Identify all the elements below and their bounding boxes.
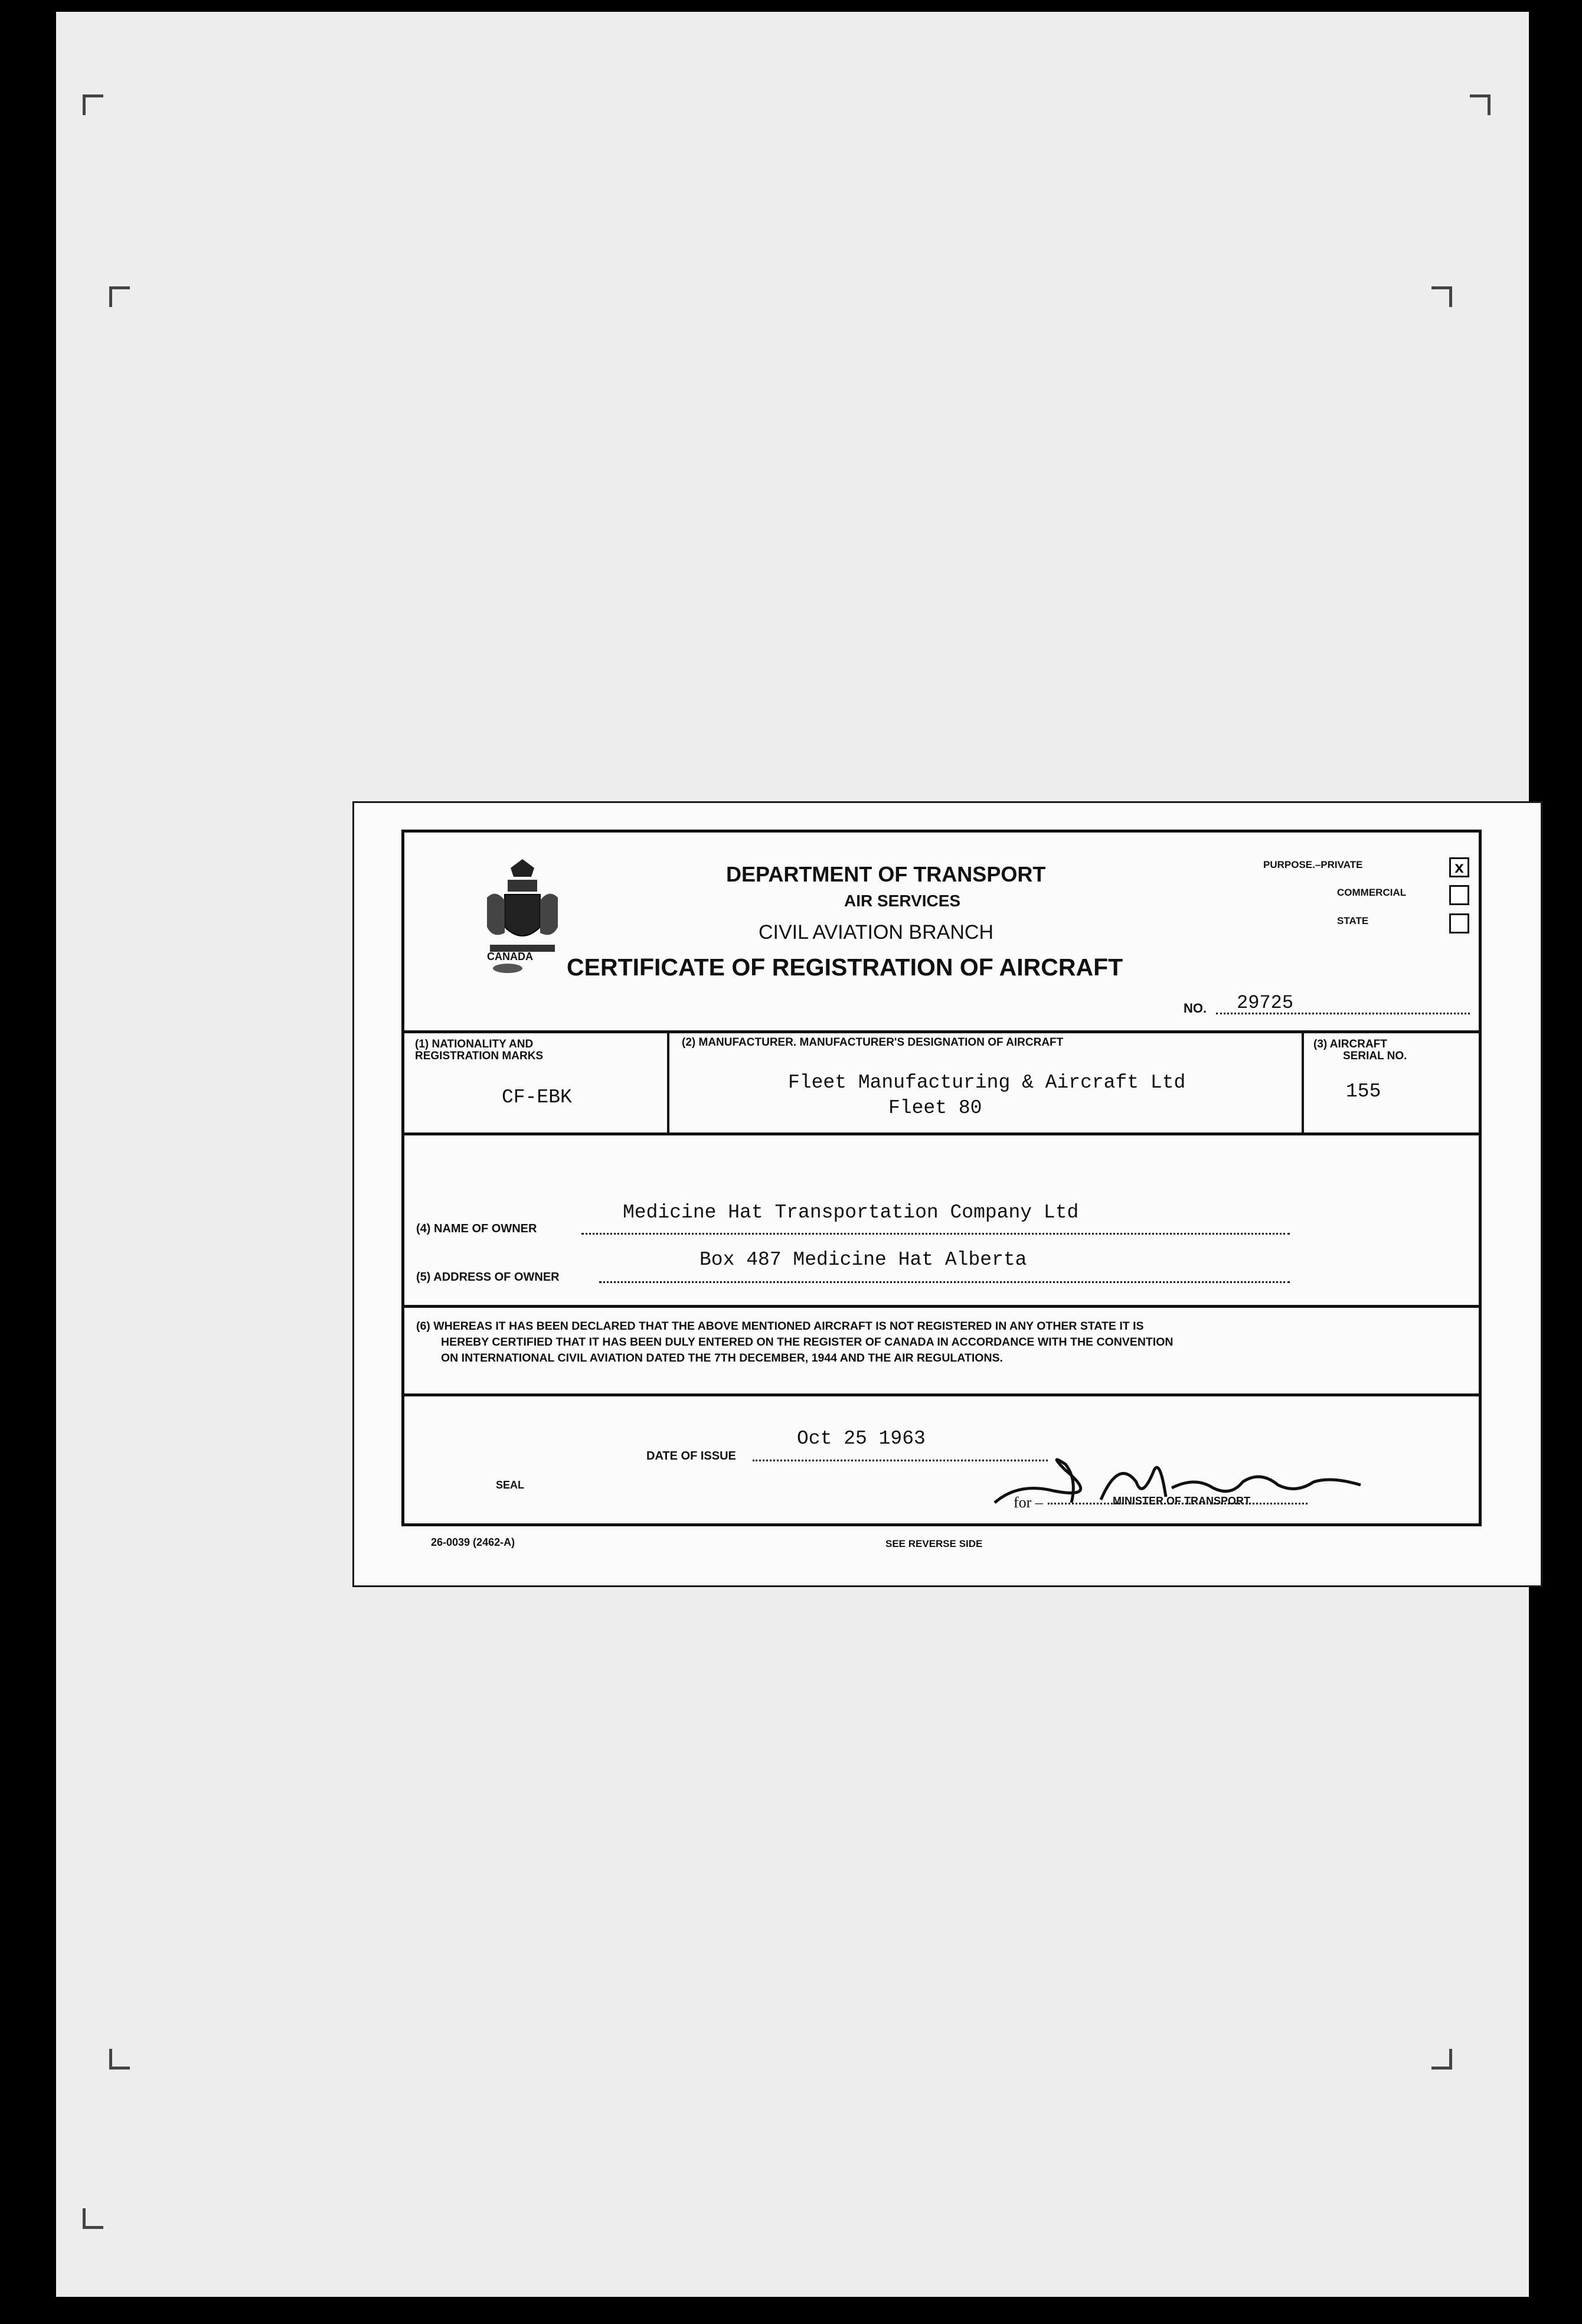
certificate-number: 29725 [1237, 992, 1294, 1014]
purpose-private-label: PURPOSE.–PRIVATE [1263, 859, 1363, 870]
seal-label: SEAL [496, 1479, 525, 1491]
f4-label: (4) NAME OF OWNER [416, 1222, 537, 1235]
date-of-issue: Oct 25 1963 [797, 1428, 926, 1450]
serial-number: 155 [1346, 1081, 1381, 1102]
section-rule [404, 1305, 1479, 1308]
date-of-issue-label: DATE OF ISSUE [646, 1450, 736, 1463]
owner-name: Medicine Hat Transportation Company Ltd [623, 1202, 1079, 1223]
table-divider [667, 1033, 669, 1132]
f5-label: (5) ADDRESS OF OWNER [416, 1271, 560, 1284]
crop-mark [83, 94, 103, 115]
owner-name-line [581, 1233, 1290, 1235]
certificate-frame [401, 830, 1482, 1526]
owner-address-line [599, 1281, 1290, 1283]
crop-mark [1431, 286, 1452, 307]
air-services-title: AIR SERVICES [844, 892, 961, 910]
certificate-title: CERTIFICATE OF REGISTRATION OF AIRCRAFT [567, 954, 1123, 981]
table-top-rule [404, 1030, 1479, 1033]
form-number: 26-0039 (2462-A) [431, 1536, 515, 1548]
crop-mark [83, 2208, 103, 2229]
crop-mark [109, 2049, 130, 2070]
private-checkbox: x [1449, 857, 1469, 877]
declaration-line-2: HEREBY CERTIFIED THAT IT HAS BEEN DULY ENTERED ON THE REGISTER OF CANADA IN ACCORDANCE WITH THE CONVENTION [441, 1336, 1174, 1349]
f3-label-2: SERIAL NO. [1343, 1050, 1407, 1062]
crop-mark [109, 286, 130, 307]
state-checkbox [1449, 913, 1469, 933]
owner-address: Box 487 Medicine Hat Alberta [700, 1249, 1027, 1271]
f1-label-2: REGISTRATION MARKS [415, 1050, 544, 1062]
registration-certificate [354, 803, 1541, 1585]
crop-mark [1431, 2049, 1452, 2070]
state-label: STATE [1337, 915, 1369, 926]
f3-label: (3) AIRCRAFT [1313, 1038, 1387, 1050]
document-page [56, 12, 1529, 2297]
department-title: DEPARTMENT OF TRANSPORT [726, 862, 1046, 886]
for-label: for – [1014, 1494, 1043, 1511]
declaration-line-3: ON INTERNATIONAL CIVIL AVIATION DATED THE 7TH DECEMBER, 1944 AND THE AIR REGULATIONS. [441, 1352, 1003, 1365]
commercial-label: COMMERCIAL [1337, 887, 1407, 898]
commercial-checkbox [1449, 885, 1469, 905]
emblem-caption: CANADA [487, 951, 533, 962]
minister-label: MINISTER OF TRANSPORT [1113, 1495, 1250, 1507]
section-rule-2 [404, 1393, 1479, 1396]
f2-label: (2) MANUFACTURER. MANUFACTURER'S DESIGNATION OF AIRCRAFT [682, 1036, 1064, 1049]
designation-value: Fleet 80 [888, 1097, 982, 1119]
registration-marks: CF-EBK [502, 1086, 572, 1108]
crop-mark [1470, 94, 1491, 115]
number-label: NO. [1184, 1001, 1207, 1016]
f1-label: (1) NATIONALITY AND [415, 1038, 534, 1050]
see-reverse-note: SEE REVERSE SIDE [885, 1538, 983, 1549]
branch-title: CIVIL AVIATION BRANCH [759, 921, 994, 944]
table-bottom-rule [404, 1132, 1479, 1135]
manufacturer-value: Fleet Manufacturing & Aircraft Ltd [788, 1072, 1186, 1094]
table-divider [1302, 1033, 1304, 1132]
declaration-line-1: (6) WHEREAS IT HAS BEEN DECLARED THAT THE ABOVE MENTIONED AIRCRAFT IS NOT REGISTERED IN ANY OTHER STATE IT IS [416, 1320, 1144, 1333]
